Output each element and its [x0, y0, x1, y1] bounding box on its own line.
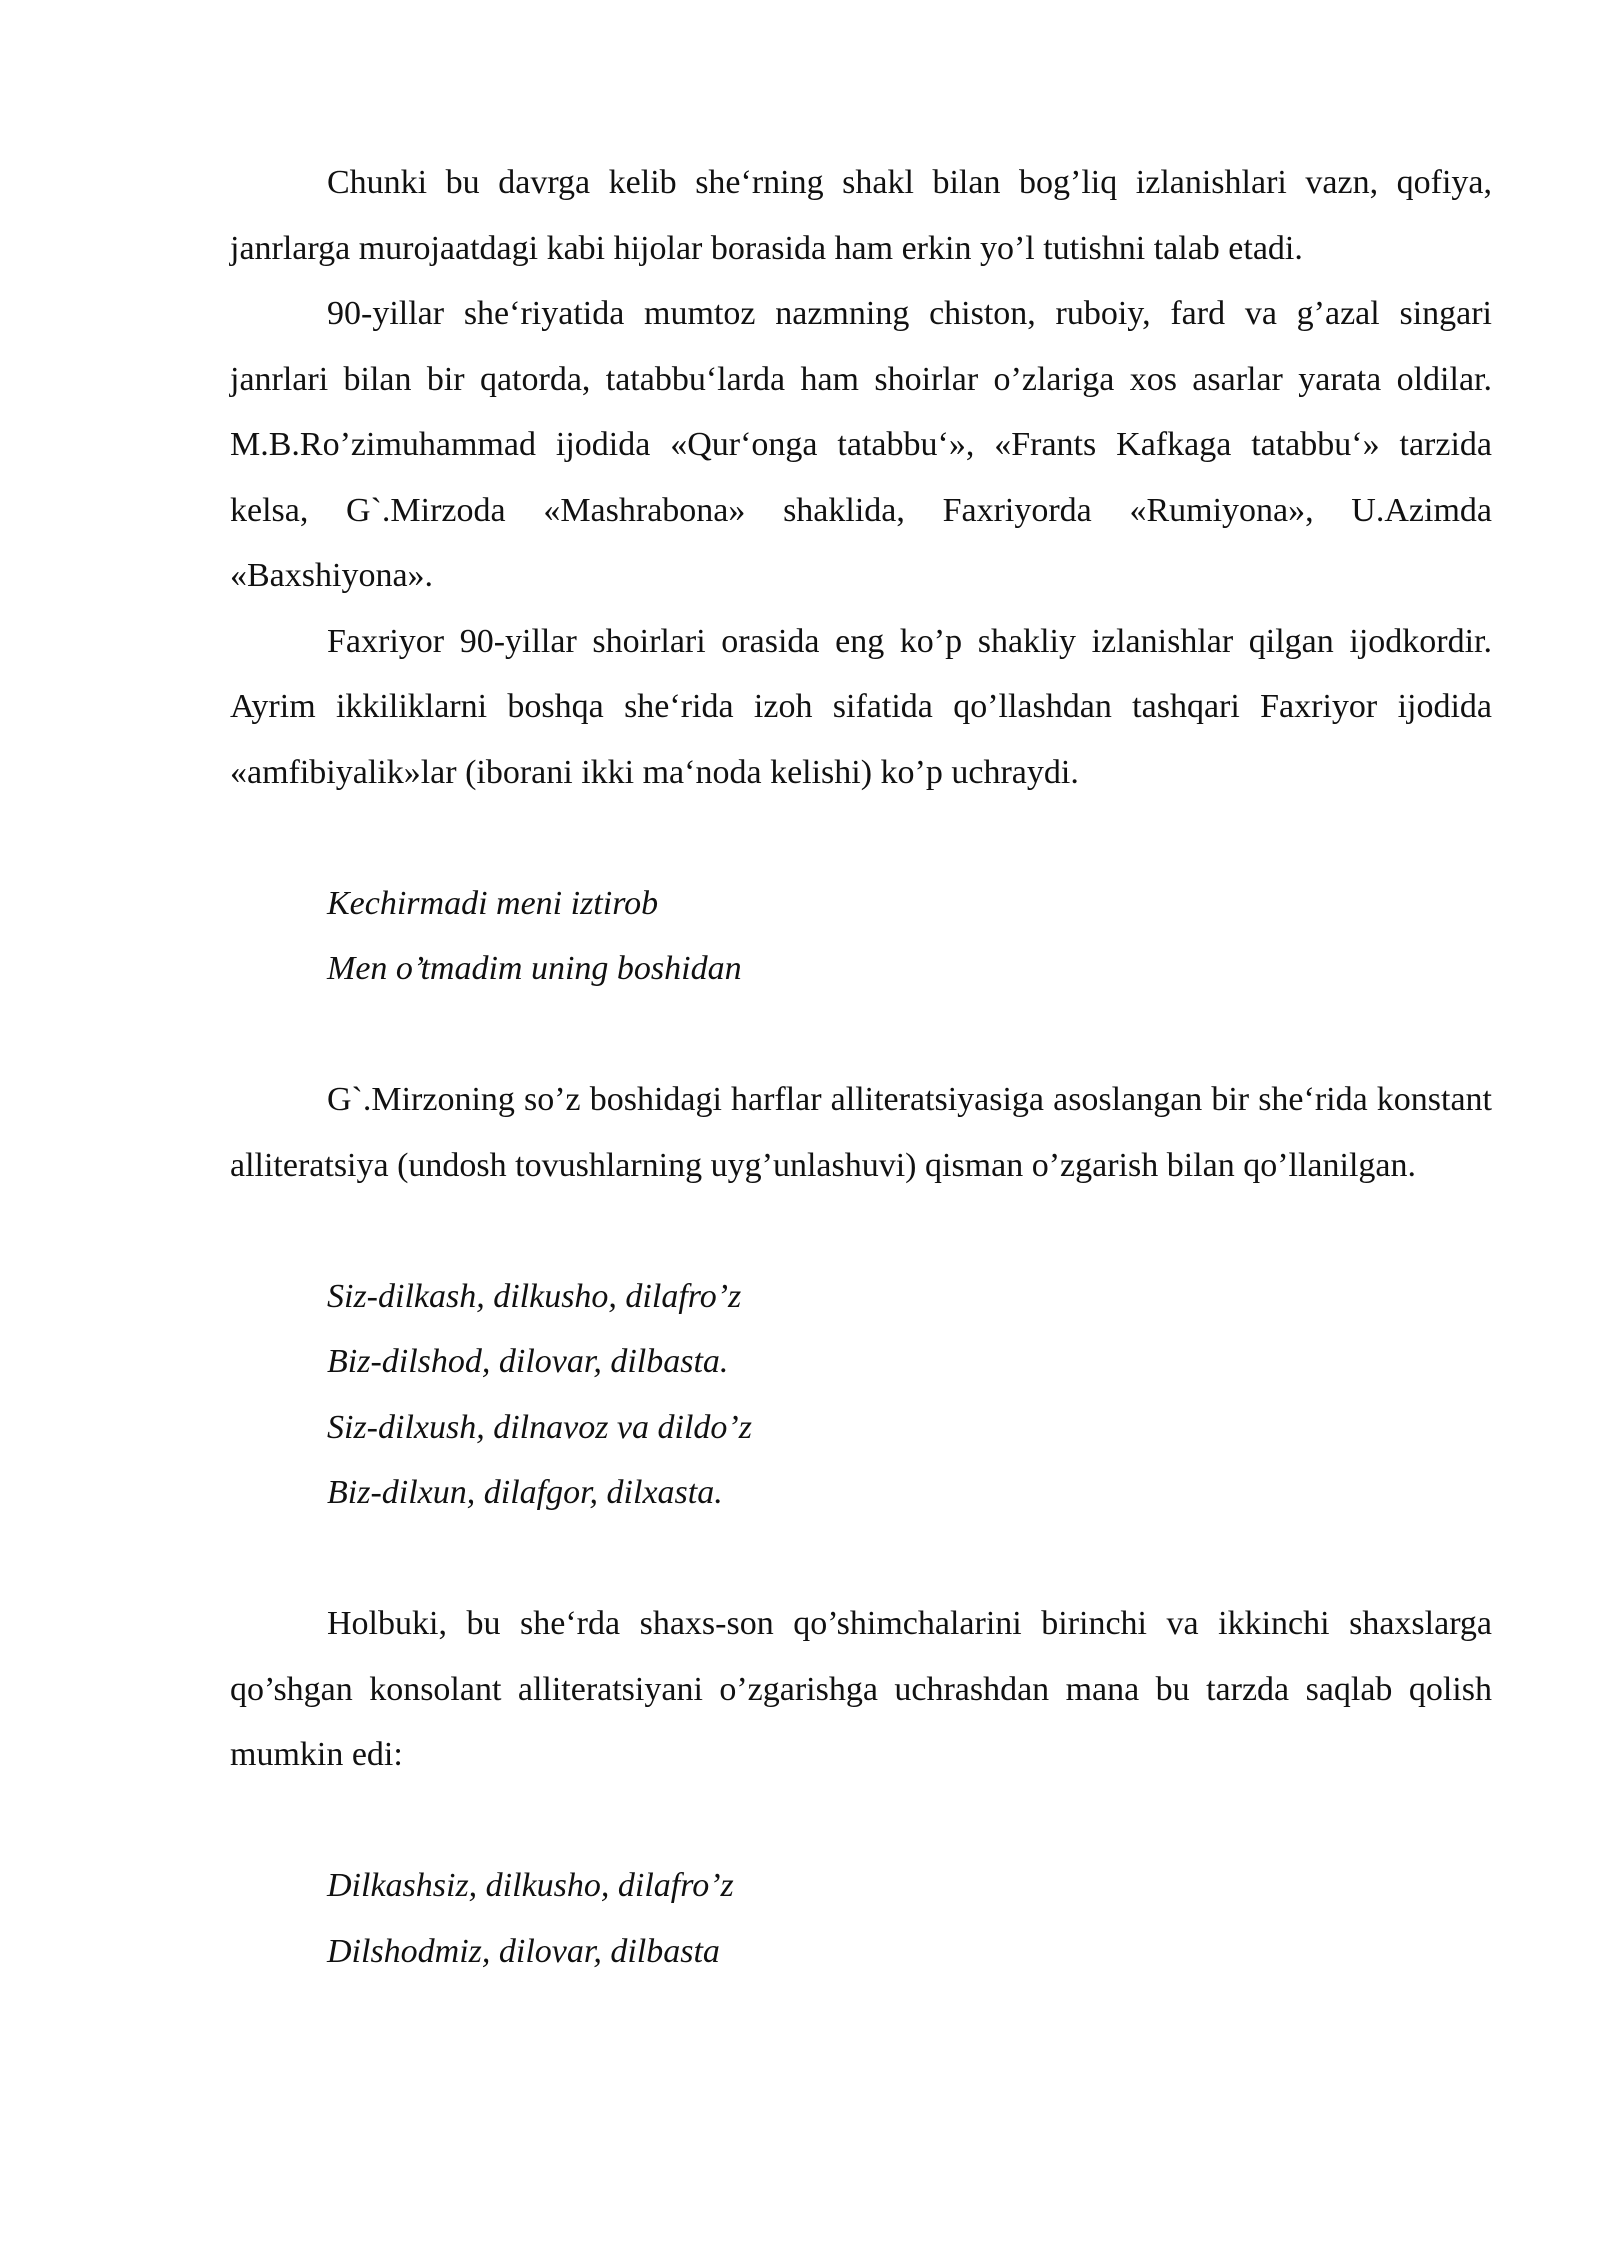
paragraph-faxriyor: Faxriyor 90-yillar shoirlari orasida eng ko’p shakliy izlanishlar qilgan ijodkordir. Ayrim ikkiliklarni boshqa she‘rida izoh sifatida qo’llashdan tashqari Faxriyor ijodida «amfibiyalik»lar (iborani ikki ma‘noda kelishi) ko’p uchraydi. — [230, 622, 1492, 791]
spacer — [230, 1788, 1492, 1854]
spacer — [230, 1526, 1492, 1592]
document-page — [230, 150, 1492, 1984]
paragraph-verse-form: Chunki bu davrga kelib she‘rning shakl bilan bog’liq izlanishlari vazn, qofiya, janrlarga murojaatdagi kabi hijolar borasida ham erkin yo’l tutishni talab etadi. — [230, 164, 1492, 267]
paragraph-holbuki: Holbuki, bu she‘rda shaxs-son qo’shimchalarini birinchi va ikkinchi shaxslarga qo’shgan konsolant alliteratsiyani o’zgarishga uchrashdan mana bu tarzda saqlab qolish mumkin edi: — [230, 1605, 1492, 1773]
verse-line: Biz-dilxun, dilafgor, dilxasta. — [327, 1474, 723, 1511]
verse-line: Biz-dilshod, dilovar, dilbasta. — [327, 1343, 729, 1380]
spacer — [230, 1198, 1492, 1264]
spacer — [230, 805, 1492, 871]
verse-quote-3 — [230, 1853, 1492, 1984]
verse-line: Dilshodmiz, dilovar, dilbasta — [327, 1932, 720, 1970]
verse-quote-1 — [230, 871, 1492, 1002]
verse-line: Siz-dilkash, dilkusho, dilafro’z — [327, 1277, 742, 1315]
verse-line: Dilkashsiz, dilkusho, dilafro’z — [327, 1867, 734, 1904]
paragraph-tatabbu: 90-yillar she‘riyatida mumtoz nazmning chiston, ruboiy, fard va g’azal singari janrlari bilan bir qatorda, tatabbu‘larda ham shoirlar o’zlariga xos asarlar yarata oldilar. M.B.Ro’zimuhammad ijodida «Qur‘onga tatabbu‘», «Frants Kafkaga tatabbu‘» tarzida kelsa, G`.Mirzoda «Mashrabona» shaklida, Faxriyorda «Rumiyona», U.Azimda «Baxshiyona». — [230, 295, 1492, 594]
verse-line: Kechirmadi meni iztirob — [327, 884, 659, 922]
verse-line: Men o’tmadim uning boshidan — [327, 950, 742, 987]
verse-quote-2 — [230, 1264, 1492, 1526]
paragraph-alliteration: G`.Mirzoning so’z boshidagi harflar alliteratsiyasiga asoslangan bir she‘rida konstant alliteratsiya (undosh tovushlarning uyg’unlashuvi) qisman o’zgarish bilan qo’llanilgan. — [230, 1081, 1492, 1184]
spacer — [230, 1002, 1492, 1068]
verse-line: Siz-dilxush, dilnavoz va dildo’z — [327, 1408, 752, 1446]
